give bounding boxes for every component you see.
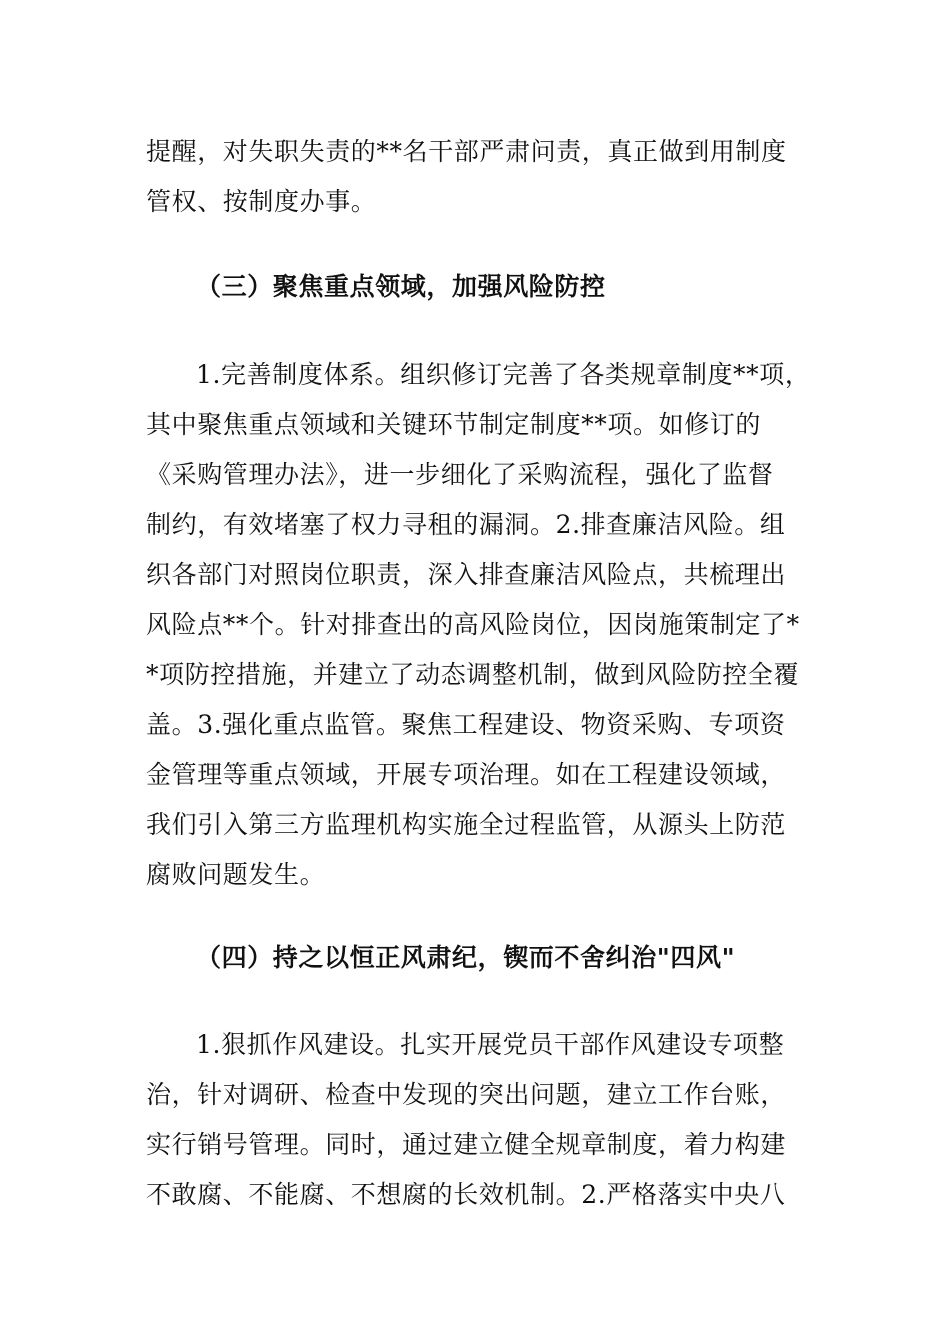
paragraph-line: 管权、按制度办事。 [146, 187, 377, 216]
section-heading-3: （三）聚焦重点领域，加强风险防控 [196, 272, 606, 301]
paragraph-line: 制约，有效堵塞了权力寻租的漏洞。2.排查廉洁风险。组 [146, 510, 786, 539]
paragraph-line: 不敢腐、不能腐、不想腐的长效机制。2.严格落实中央八 [146, 1180, 786, 1209]
paragraph-line: 提醒，对失职失责的**名干部严肃问责，真正做到用制度 [146, 137, 787, 166]
paragraph-line: 盖。3.强化重点监管。聚焦工程建设、物资采购、专项资 [146, 710, 786, 739]
paragraph-line: 我们引入第三方监理机构实施全过程监管，从源头上防范 [146, 810, 787, 839]
paragraph-line: 治，针对调研、检查中发现的突出问题，建立工作台账， [146, 1080, 787, 1109]
section-heading-4: （四）持之以恒正风肃纪，锲而不舍纠治"四风" [196, 943, 736, 972]
paragraph-line: 其中聚焦重点领域和关键环节制定制度**项。如修订的 [146, 410, 762, 439]
paragraph-line: 腐败问题发生。 [146, 860, 326, 889]
paragraph-line: *项防控措施，并建立了动态调整机制，做到风险防控全覆 [146, 660, 800, 689]
paragraph-line: 金管理等重点领域，开展专项治理。如在工程建设领域， [146, 760, 787, 789]
paragraph-line: 实行销号管理。同时，通过建立健全规章制度，着力构建 [146, 1130, 787, 1159]
paragraph-line: 1.完善制度体系。组织修订完善了各类规章制度**项， [196, 360, 811, 389]
paragraph-line: 1.狠抓作风建设。扎实开展党员干部作风建设专项整 [196, 1030, 785, 1059]
paragraph-line: 《采购管理办法》，进一步细化了采购流程，强化了监督 [146, 460, 774, 489]
paragraph-line: 织各部门对照岗位职责，深入排查廉洁风险点，共梳理出 [146, 560, 787, 589]
paragraph-line: 风险点**个。针对排查出的高风险岗位，因岗施策制定了* [146, 610, 800, 639]
